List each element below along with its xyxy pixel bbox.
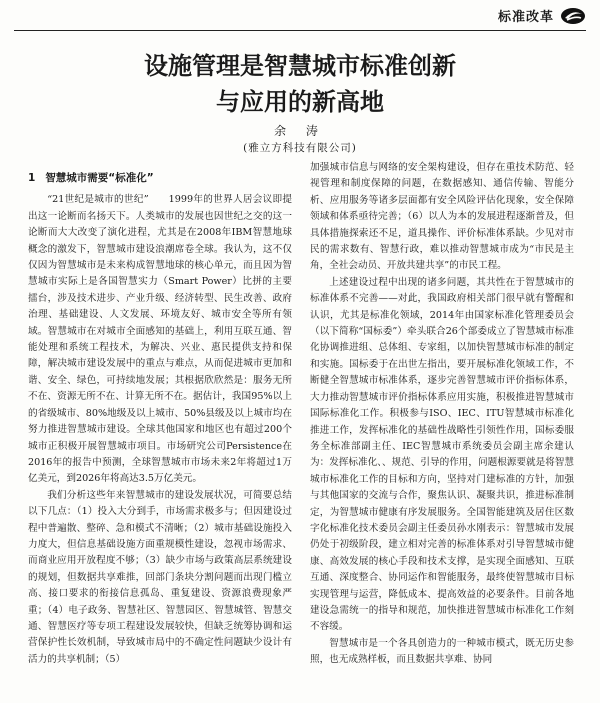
page-header — [498, 6, 586, 25]
right-column — [310, 160, 574, 669]
title-line-1: 设施管理是智慧城市标准创新 — [144, 52, 456, 80]
section-heading — [28, 170, 292, 186]
title-line-2: 与应用的新高地 — [216, 88, 384, 116]
body-paragraph: 我们分析这些年来智慧城市的建设发展状况，可简要总结以下几点：（1）投入大分到手，市场需求极多与；但因建设过程中普遍散、整碎、急和模式不清晰；（2）城市基础设施投入力度大，但信息基础设施方面重规模性建设，忽视市场需求、而商业应用开放程度不够；（3）缺少市场与政策高层系统建设的规划，但数据共享难推，回部门条块分割问题而出现门槛立高、接口要求的衔接信息孤岛、重复建设、资源浪费现象严重；（4）电子政务、智慧社区、智慧园区、智慧城管、智慧交通、智慧医疗等专项工程建设发展较快，但缺乏统筹协调和运营保护性长效机制，导致城市局中的不确定性问题缺少设计有活力的共享机制；（5） — [28, 489, 292, 665]
section-title: 智慧城市需要“标准化” — [45, 172, 154, 184]
body-paragraph: 上述建设过程中出现的诸多问题，其共性在于智慧城市的标准体系不完善——对此，我国政府相关部门很早就有警醒和认识，尤其是标准化领域，2014年由国家标准化管理委员会（以下简称“国标委”）牵头联合26个部委成立了智慧城市标准化协调推进组、总体组、专家组，以加快智慧城市标准的制定和实施。国标委于在出世左指出，要开展标准化领域工作，不断健全智慧城市标准体系，逐步完善智慧城市评价指标体系，大力推动智慧城市评价指标体系应用实施，积极推进智慧城市国际标准化工作。积极参与ISO、IEC、ITU智慧城市标准化推进工作，发挥标准化的基础性战略性引领性作用，国标委服务全标准部副主任、IEC智慧城市系统委员会副主席余建认为：发挥标准化、、规范、引导的作用，问题根源要就是将智慧城市标准化工作的目标和方向，坚持对门建标准的方针，加强与其他国家的交流与合作，聚焦认识、凝聚共识，推进标准制定，为智慧城市健康有序发展服务。全国智能建筑及居住区数字化标准化技术委员会副主任委员孙水刚表示：智慧城市发展仍处于初级阶段，建立相对完善的标准体系对引导智慧城市健康、高效发展的核心手段和技术支撑，是实现全面感知、互联互通、深度整合、协同运作和智能服务，最终使智慧城市目标实现管理与运营，降低成本、提高效益的必要条件。目前各地建设急需统一的指导和规范，加快推进智慧城市标准化工作刻不容缓。 — [310, 276, 574, 633]
swoosh-logo-icon — [560, 7, 586, 25]
article-title — [0, 48, 600, 120]
author-affiliation: (雅立方科技有限公司) — [243, 142, 357, 154]
body-paragraph: 智慧城市是一个各具创造力的一种城市模式，既无历史参照，也无成熟样板，而且数据共享难、协同 — [310, 637, 574, 666]
section-label: 标准改革 — [497, 10, 554, 25]
body-paragraph: “21世纪是城市的世纪” 1999年的世界人居会议即提出这一论断而名扬天下。人类城市的发展也因世纪之交的这一论断而大大改变了演化进程，尤其是在2008年IBM智慧地球概念的激发下，智慧城市建设浪潮席卷全球。我认为，这不仅仅因为智慧城市是未来构成智慧地球的核心单元，而且因为智慧城市实际上是各国智慧实力（Smart Power）比拼的主要擂台，涉及技术进步、产业升级、经济转型、民生改善、政府治理、基础建设、人文发展、环境友好、城市安全等所有领域。智慧城市在对城市全面感知的基础上，利用互联互通、智能处理和系统工程技术，为解决、兴业、惠民提供支持和保障，解决城市建设发展中的重点与难点，从而促进城市更加和谐、安全、绿色，可持续地发展；其根据欣欣然是：服务无所不在、资源无所不在、计算无所不在。据估计，我国95%以上的省级城市、80%地级及以上城市、50%县级及以上城市均在努力推进智慧城市建设。全球其他国家和地区也有超过200个城市正积极开展智慧城市项目。市场研究公司Persistence在2016年的报告中预测，全球智慧城市市场未来2年将超过1万亿美元，到2026年将高达3.5万亿美元。 — [28, 194, 292, 485]
body-paragraph: 加强城市信息与网络的安全架构建设，但存在重技术防范、轻视管理和制度保障的问题，在数据感知、通信传输、智能分析、应用服务等诸多层面都有安全风险评估化现象，安全保障领域和体系亟待完善；（6）以人为本的发展进程逐渐普及，但具体措施探索还不足，道具操作、评价标准体系缺。少见对市民的需求数有、智慧行政，难以推动智慧城市成为“市民是主角，全社会动员、开放共建共享”的市民工程。 — [310, 162, 574, 272]
header-rule — [14, 30, 586, 31]
left-column — [28, 160, 292, 668]
section-number: 1 — [28, 172, 36, 184]
author-name: 余 涛 — [274, 124, 326, 138]
